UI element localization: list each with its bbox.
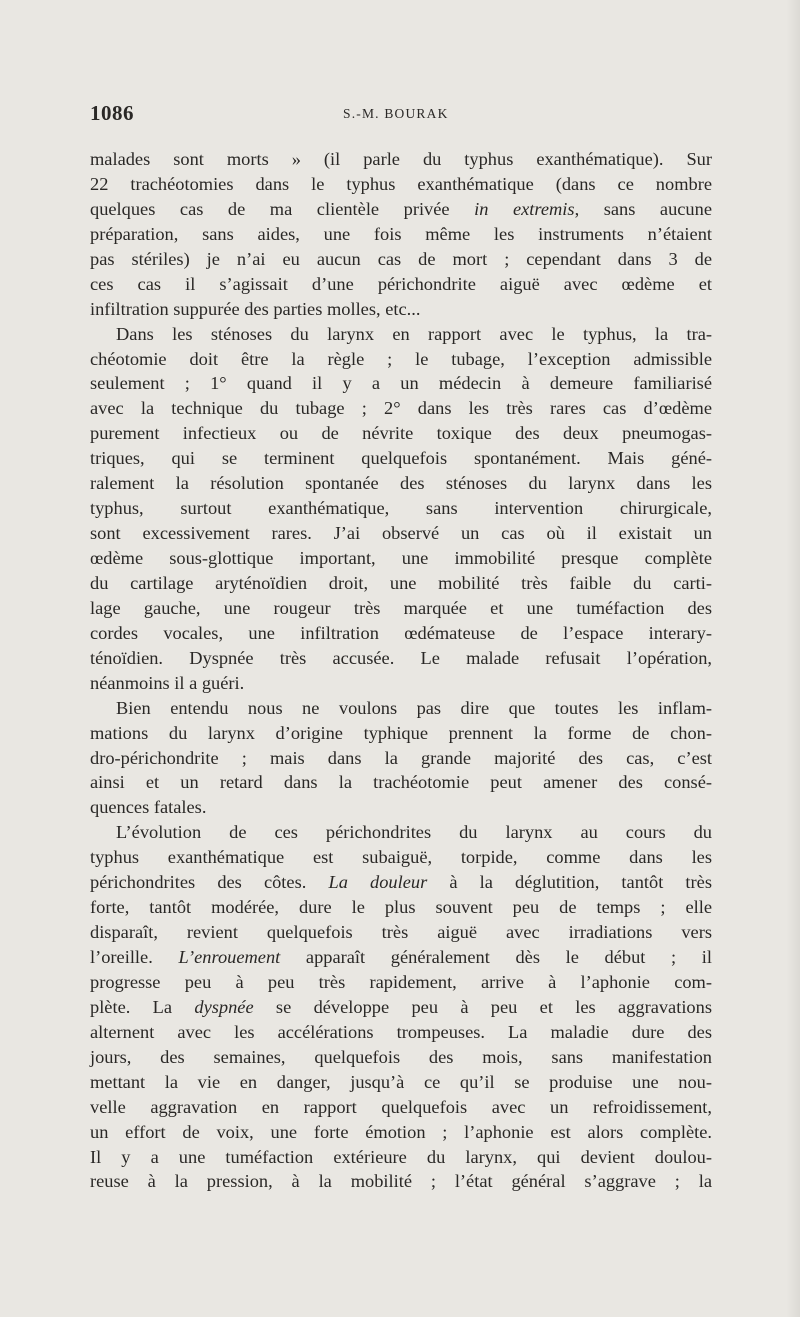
text-line: lage gauche, une rougeur très marquée et une tuméfaction des: [90, 597, 712, 618]
text-line: quelques cas de ma clientèle privée in extremis, sans aucune: [90, 198, 712, 219]
text-line: quences fatales.: [90, 797, 207, 818]
text-line: œdème sous-glottique important, une immobilité presque complète: [90, 548, 712, 568]
text-line: jours, des semaines, quelquefois des mois, sans manifestation: [90, 1046, 712, 1067]
text-line: du cartilage aryténoïdien droit, une mobilité très faible du carti-: [90, 572, 712, 593]
text-line: alternent avec les accélérations trompeuses. La maladie dure des: [90, 1021, 712, 1042]
text-line: néanmoins il a guéri.: [90, 672, 245, 693]
text-line: seulement ; 1° quand il y a un médecin à demeure familiarisé: [90, 373, 712, 394]
text-line: avec la technique du tubage ; 2° dans les très rares cas d’œdème: [90, 398, 712, 419]
text-line: périchondrites des côtes. La douleur à la déglutition, tantôt très: [90, 872, 712, 893]
text-line: ainsi et un retard dans la trachéotomie peut amener des consé-: [90, 772, 712, 793]
text-line: plète. La dyspnée se développe peu à peu et les aggravations: [90, 996, 712, 1017]
text-line: infiltration suppurée des parties molles, etc...: [90, 298, 421, 319]
text-line: Bien entendu nous ne voulons pas dire que toutes les inflam-: [116, 697, 712, 718]
text-line: forte, tantôt modérée, dure le plus souvent peu de temps ; elle: [90, 897, 712, 918]
text-line: L’évolution de ces périchondrites du larynx au cours du: [116, 822, 712, 843]
text-line: typhus exanthématique est subaiguë, torpide, comme dans les: [90, 847, 712, 868]
text-line: mettant la vie en danger, jusqu’à ce qu’il se produise une nou-: [90, 1071, 712, 1092]
text-line: préparation, sans aides, une fois même les instruments n’étaient: [90, 223, 712, 244]
page-number: 1086: [90, 101, 134, 125]
body-text: [90, 147, 712, 1194]
text-line: dro-périchondrite ; mais dans la grande majorité des cas, c’est: [90, 747, 712, 768]
running-head: S.-M. BOURAK: [343, 106, 449, 121]
text-line: cordes vocales, une infiltration œdémateuse de l’espace interary-: [90, 622, 712, 643]
text-line: Dans les sténoses du larynx en rapport avec le typhus, la tra-: [116, 323, 712, 344]
text-line: Il y a une tuméfaction extérieure du larynx, qui devient doulou-: [90, 1146, 712, 1167]
text-line: disparaît, revient quelquefois très aiguë avec irradiations vers: [90, 922, 712, 943]
text-line: typhus, surtout exanthématique, sans intervention chirurgicale,: [90, 498, 712, 519]
text-line: mations du larynx d’origine typhique prennent la forme de chon-: [90, 722, 712, 743]
text-line: sont excessivement rares. J’ai observé un cas où il existait un: [90, 523, 712, 544]
text-line: 22 trachéotomies dans le typhus exanthématique (dans ce nombre: [90, 173, 712, 194]
page-header: [90, 101, 712, 131]
text-line: pas stériles) je n’ai eu aucun cas de mort ; cependant dans 3 de: [90, 248, 712, 269]
text-line: ralement la résolution spontanée des sténoses du larynx dans les: [90, 473, 712, 494]
text-line: malades sont morts » (il parle du typhus exanthématique). Sur: [90, 149, 712, 169]
text-line: purement infectieux ou de névrite toxique des deux pneumogas-: [90, 423, 712, 444]
text-line: velle aggravation en rapport quelquefois avec un refroidissement,: [90, 1096, 712, 1117]
text-line: ténoïdien. Dyspnée très accusée. Le malade refusait l’opération,: [90, 647, 712, 668]
text-line: l’oreille. L’enrouement apparaît généralement dès le début ; il: [90, 947, 712, 967]
text-line: ces cas il s’agissait d’une périchondrite aiguë avec œdème et: [90, 273, 712, 294]
text-line: progresse peu à peu très rapidement, arrive à l’aphonie com-: [90, 971, 712, 992]
text-line: chéotomie doit être la règle ; le tubage, l’exception admissible: [90, 348, 712, 369]
text-line: reuse à la pression, à la mobilité ; l’état général s’aggrave ; la: [90, 1171, 712, 1192]
text-line: triques, qui se terminent quelquefois spontanément. Mais géné-: [90, 448, 712, 469]
text-line: un effort de voix, une forte émotion ; l’aphonie est alors complète.: [90, 1121, 712, 1142]
